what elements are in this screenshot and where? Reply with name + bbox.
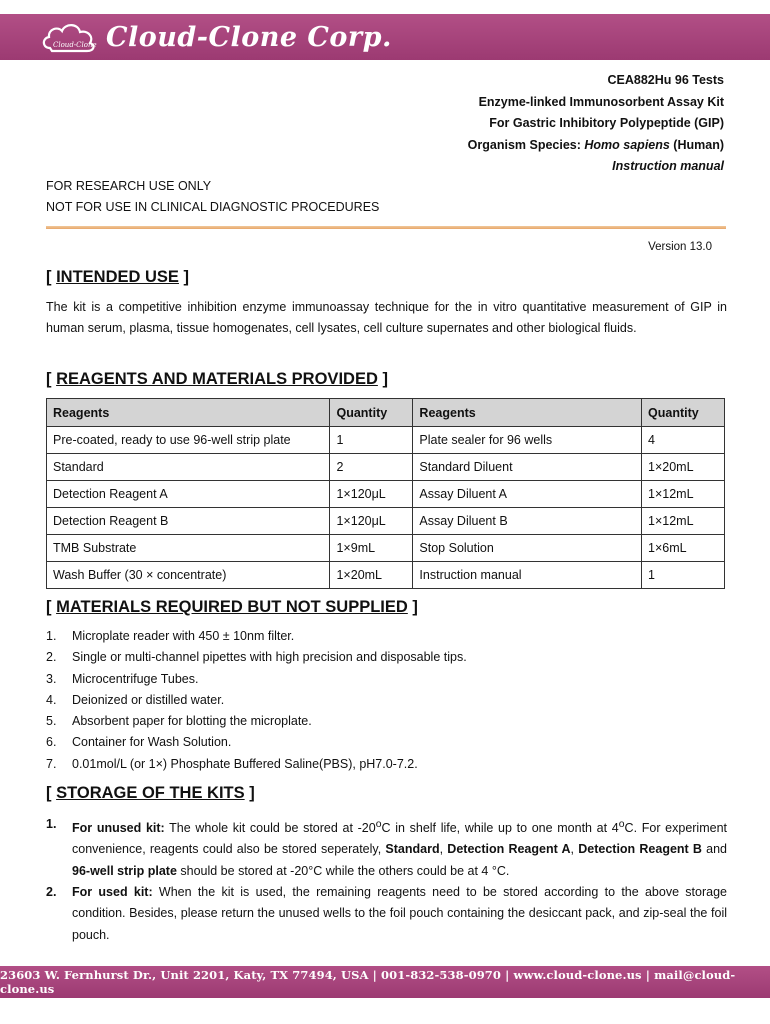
intended-use-heading: [ INTENDED USE ] <box>46 268 190 286</box>
table-cell: 1×12mL <box>642 508 725 535</box>
reagents-table <box>46 398 725 589</box>
notice-line: FOR RESEARCH USE ONLY <box>46 179 212 193</box>
list-item: 1. For unused kit: The whole kit could be stored at -20$^o$C in shelf life, while up to one month at 4$^o$C. For experiment convenience, reagents could also be stored seperately, Standard, Detection Reagent A, Detection Reagent B and 96-well strip plate should be stored at -20°C while the others could be at 4 °C. <box>46 817 728 878</box>
manual-label: Instruction manual <box>612 159 724 173</box>
table-cell: Assay Diluent A <box>413 481 642 508</box>
list-item: 3. Microcentrifuge Tubes. <box>46 671 199 686</box>
table-cell: Plate sealer for 96 wells <box>413 427 642 454</box>
table-row <box>47 427 725 454</box>
table-cell: 1 <box>642 562 725 589</box>
table-cell: 1×120μL <box>330 481 413 508</box>
list-item: 4. Deionized or distilled water. <box>46 692 225 707</box>
research-notice <box>46 176 379 218</box>
table-row <box>47 508 725 535</box>
table-cell: 4 <box>642 427 725 454</box>
divider-rule <box>46 226 726 229</box>
table-cell: 1 <box>330 427 413 454</box>
list-item: 5. Absorbent paper for blotting the microplate. <box>46 714 312 729</box>
reagents-heading: [ REAGENTS AND MATERIALS PROVIDED ] <box>46 370 388 388</box>
table-cell: 1×20mL <box>330 562 413 589</box>
table-row <box>47 562 725 589</box>
table-cell: Standard Diluent <box>413 454 642 481</box>
list-item: 7. 0.01mol/L (or 1×) Phosphate Buffered Saline(PBS), pH7.0-7.2. <box>46 756 418 771</box>
table-cell: 1×9mL <box>330 535 413 562</box>
table-row <box>47 535 725 562</box>
materials-list <box>46 626 467 775</box>
footer-contact: 23603 W. Fernhurst Dr., Unit 2201, Katy, TX 77494, USA | 001-832-538-0970 | www.cloud-clone.us | mail@cloud-clone.us <box>0 966 770 998</box>
intended-use-text: The kit is a competitive inhibition enzyme immunoassay technique for the in vitro quantitative measurement of GIP in human serum, plasma, tissue homogenates, cell lysates, cell culture supernates and other biological fluids. <box>46 300 727 335</box>
table-cell: 2 <box>330 454 413 481</box>
column-header: Reagents <box>47 399 330 427</box>
column-header: Quantity <box>330 399 413 427</box>
list-item: 1. Microplate reader with 450 ± 10nm filter. <box>46 629 295 643</box>
cloud-logo-icon <box>40 20 98 54</box>
storage-section <box>46 814 727 946</box>
notice-line: NOT FOR USE IN CLINICAL DIAGNOSTIC PROCEDURES <box>46 200 380 214</box>
organism-species: Organism Species: Homo sapiens (Human) <box>467 137 724 152</box>
table-cell: Instruction manual <box>413 562 642 589</box>
storage-heading: [ STORAGE OF THE KITS ] <box>46 784 255 802</box>
title-block <box>468 70 724 178</box>
table-cell: Pre-coated, ready to use 96-well strip plate <box>47 427 330 454</box>
table-header-row <box>47 399 725 427</box>
table-cell: Detection Reagent B <box>47 508 330 535</box>
list-item: 6. Container for Wash Solution. <box>46 735 232 750</box>
catalog-number: CEA882Hu 96 Tests <box>607 73 724 87</box>
table-cell: 1×12mL <box>642 481 725 508</box>
column-header: Reagents <box>413 399 642 427</box>
table-cell: Assay Diluent B <box>413 508 642 535</box>
table-cell: 1×20mL <box>642 454 725 481</box>
column-header: Quantity <box>642 399 725 427</box>
table-cell: TMB Substrate <box>47 535 330 562</box>
materials-heading: [ MATERIALS REQUIRED BUT NOT SUPPLIED ] <box>46 598 418 616</box>
table-row <box>47 454 725 481</box>
kit-name: Enzyme-linked Immunosorbent Assay Kit <box>478 94 724 109</box>
table-cell: Standard <box>47 454 330 481</box>
version-label: Version 13.0 <box>648 241 712 253</box>
table-cell: Detection Reagent A <box>47 481 330 508</box>
logo-small-text: Cloud-Clone <box>53 41 97 49</box>
table-cell: 1×120μL <box>330 508 413 535</box>
table-cell: 1×6mL <box>642 535 725 562</box>
brand-name: Cloud-Clone Corp. <box>106 21 392 53</box>
list-item: 2. For used kit: When the kit is used, the remaining reagents need to be stored according to the above storage condition. Besides, please return the unused wells to the foil pouch containing the desiccant pack, and zip-seal the foil pouch. <box>46 885 727 942</box>
kit-target: For Gastric Inhibitory Polypeptide (GIP) <box>489 116 724 130</box>
table-row <box>47 481 725 508</box>
table-cell: Stop Solution <box>413 535 642 562</box>
list-item: 2. Single or multi-channel pipettes with high precision and disposable tips. <box>46 650 467 665</box>
table-cell: Wash Buffer (30 × concentrate) <box>47 562 330 589</box>
company-logo <box>40 20 392 54</box>
